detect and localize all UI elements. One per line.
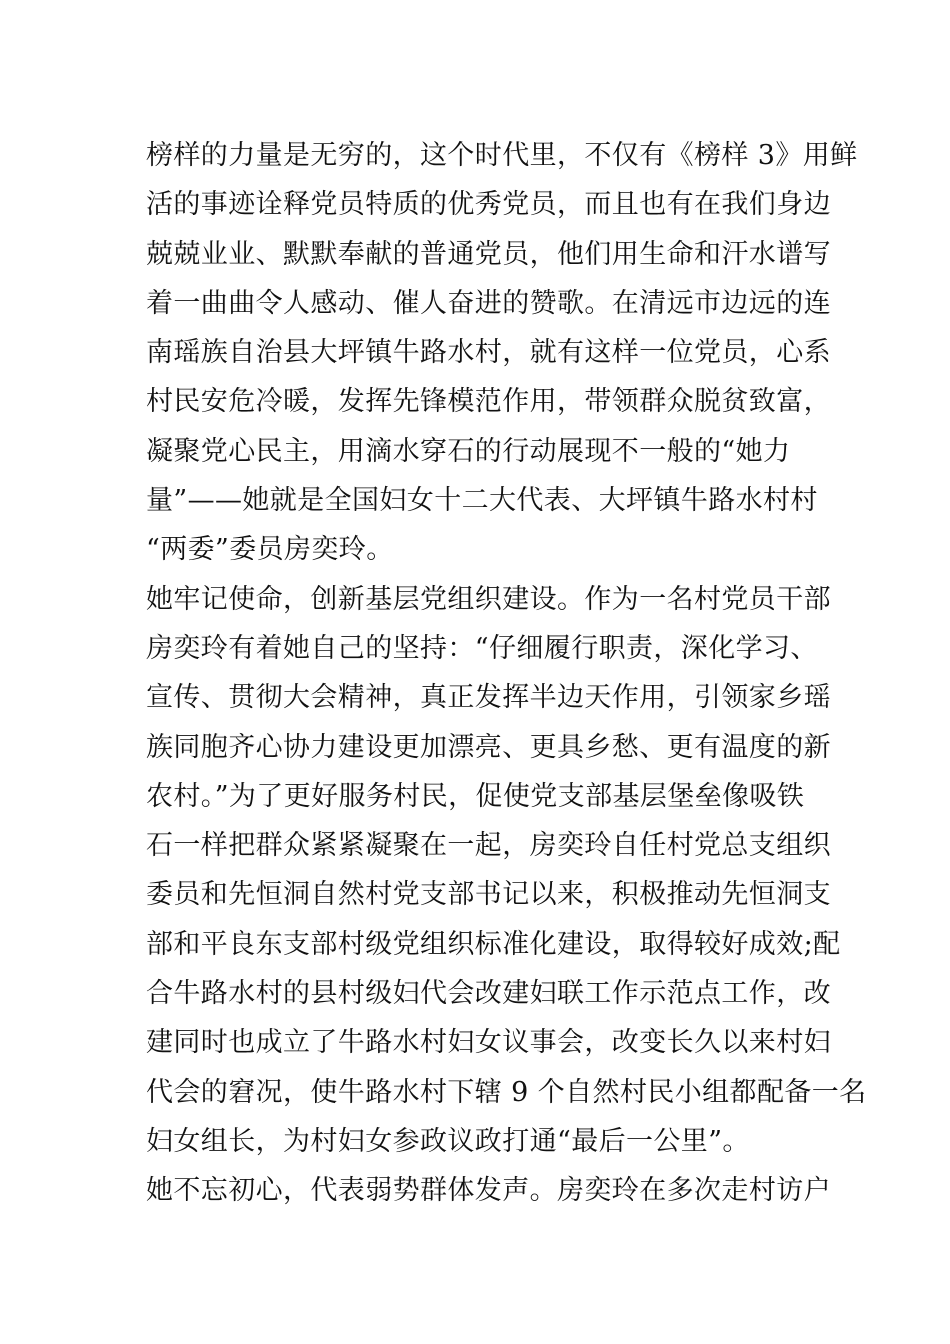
text-line: 族同胞齐心协力建设更加漂亮、更具乡愁、更有温度的新 (146, 731, 831, 763)
text-line: 房奕玲有着她自己的坚持：“仔细履行职责，深化学习、 (146, 632, 818, 664)
text-line: 宣传、贯彻大会精神，真正发挥半边天作用，引领家乡瑶 (146, 682, 831, 714)
text-line: 凝聚党心民主，用滴水穿石的行动展现不一般的“她力 (146, 435, 791, 467)
article-body (146, 131, 867, 1216)
text-line: 代会的窘况，使牛路水村下辖 9 个自然村民小组都配备一名 (146, 1076, 867, 1108)
text-line: 农村。”为了更好服务村民，促使党支部基层堡垒像吸铁 (146, 780, 805, 812)
text-line: 着一曲曲令人感动、催人奋进的赞歌。在清远市边远的连 (146, 287, 831, 319)
text-line: 榜样的力量是无穷的，这个时代里，不仅有《榜样 3》用鲜 (146, 140, 858, 171)
text-line: 南瑶族自治县大坪镇牛路水村，就有这样一位党员，心系 (146, 337, 831, 369)
text-line: 部和平良东支部村级党组织标准化建设，取得较好成效;配 (146, 928, 841, 960)
text-line: 妇女组长，为村妇女参政议政打通“最后一公里”。 (146, 1125, 750, 1157)
text-line: 村民安危冷暖，发挥先锋模范作用，带领群众脱贫致富， (146, 386, 831, 418)
text-line: 合牛路水村的县村级妇代会改建妇联工作示范点工作，改 (146, 978, 831, 1010)
text-line: 石一样把群众紧紧凝聚在一起，房奕玲自任村党总支组织 (146, 830, 831, 862)
text-line: 活的事迹诠释党员特质的优秀党员，而且也有在我们身边 (146, 189, 831, 221)
text-line: 她不忘初心，代表弱势群体发声。房奕玲在多次走村访户 (146, 1175, 831, 1207)
text-line: “两委”委员房奕玲。 (146, 534, 394, 566)
text-line: 她牢记使命，创新基层党组织建设。作为一名村党员干部 (146, 583, 831, 615)
text-line: 委员和先恒洞自然村党支部书记以来，积极推动先恒洞支 (146, 879, 831, 911)
text-line: 建同时也成立了牛路水村妇女议事会，改变长久以来村妇 (146, 1027, 831, 1059)
text-line: 兢兢业业、默默奉献的普通党员，他们用生命和汗水谱写 (146, 238, 831, 270)
text-line: 量”——她就是全国妇女十二大代表、大坪镇牛路水村村 (146, 485, 818, 517)
